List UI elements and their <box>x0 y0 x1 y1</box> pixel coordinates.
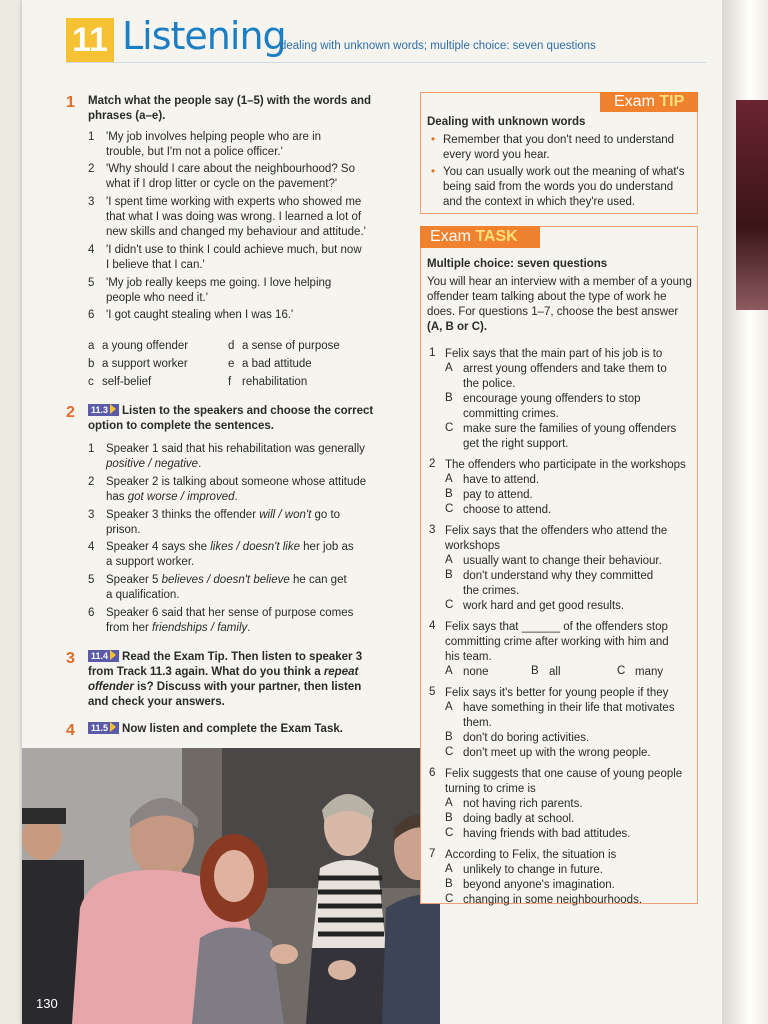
instruction-line: is? Discuss with your partner, then listen <box>133 681 362 693</box>
question-number: 3 <box>429 524 436 536</box>
choice-options: friendships / family <box>152 622 248 634</box>
answer-letter[interactable]: C <box>617 665 626 677</box>
intro-line: You will hear an interview with a member of a young <box>427 276 692 288</box>
answer-line: don't understand why they committed <box>463 570 654 582</box>
answer-text[interactable] <box>463 893 642 908</box>
question-line: committing crime after working with him and <box>445 636 669 648</box>
answer-text[interactable] <box>463 392 641 422</box>
answer-letter[interactable]: C <box>445 893 454 905</box>
question-number: 2 <box>429 458 436 470</box>
question-line: Felix suggests that one cause of young people <box>445 768 683 780</box>
answer-line: work hard and get good results. <box>463 600 625 612</box>
answer-line: doing badly at school. <box>463 813 575 825</box>
intro-line: (A, B or C). <box>427 321 488 333</box>
question-text <box>445 767 682 797</box>
exam-tip-bullet <box>443 165 685 210</box>
item-line: what if I drop litter or cycle on the pavement?' <box>106 178 338 190</box>
answer-line: unlikely to change in future. <box>463 864 604 876</box>
item-line: 'My job involves helping people who are in <box>106 131 322 143</box>
answer-letter[interactable]: B <box>445 392 453 404</box>
instruction-italic: repeat <box>323 666 359 678</box>
exercise-1 <box>66 94 386 124</box>
option-text: rehabilitation <box>242 376 308 388</box>
item-text <box>106 130 321 160</box>
item-number: 5 <box>88 277 95 289</box>
answer-letter[interactable]: C <box>445 827 454 839</box>
option-text: a bad attitude <box>242 358 312 370</box>
question-line: Felix says it's better for young people if they <box>445 687 669 699</box>
header-divider <box>66 62 706 63</box>
answer-line: have something in their life that motivates <box>463 702 675 714</box>
instruction-line: Now listen and complete the Exam Task. <box>122 723 343 735</box>
answer-text[interactable] <box>463 746 651 761</box>
item-text <box>106 308 293 323</box>
item-line: 'I didn't use to think I could achieve much, but now <box>106 244 362 256</box>
question-text <box>445 458 686 473</box>
question-line: Felix says that the main part of his job is to <box>445 348 663 360</box>
answer-letter[interactable]: A <box>445 701 453 713</box>
item-line: Speaker 2 is talking about someone whose attitude <box>106 476 367 488</box>
photo-illustration <box>22 748 440 1024</box>
answer-letter[interactable]: A <box>445 554 453 566</box>
item-line: from her <box>106 622 153 634</box>
answer-line: encourage young offenders to stop <box>463 393 641 405</box>
exam-task-label <box>420 226 540 248</box>
answer-letter[interactable]: C <box>445 599 454 611</box>
item-line: trouble, but I'm not a police officer.' <box>106 146 283 158</box>
answer-line: committing crimes. <box>463 408 559 420</box>
page-title: Listening <box>122 14 286 58</box>
item-number: 1 <box>88 131 95 143</box>
answer-letter[interactable]: B <box>445 488 453 500</box>
choice-options: will / won't <box>259 509 312 521</box>
item-text <box>106 195 366 240</box>
instruction-line: and check your answers. <box>88 696 225 708</box>
exam-tip-bullet <box>443 133 674 163</box>
group-discussion-photo <box>22 748 440 1024</box>
answer-line: having friends with bad attitudes. <box>463 828 631 840</box>
option-text: a young offender <box>102 340 189 352</box>
answer-letter[interactable]: A <box>445 665 453 677</box>
item-line: I believe that I can.' <box>106 259 205 271</box>
label-part: TIP <box>659 93 685 110</box>
label-part: TASK <box>475 228 518 245</box>
answer-letter[interactable]: B <box>531 665 539 677</box>
bullet-line: Remember that you don't need to understand <box>443 134 675 146</box>
answer-text[interactable]: many <box>635 666 664 678</box>
question-number: 4 <box>429 620 436 632</box>
item-line: that what I was doing was wrong. I learned a lot of <box>106 211 362 223</box>
question-number: 7 <box>429 848 436 860</box>
answer-letter[interactable]: C <box>445 422 454 434</box>
item-text <box>106 540 354 570</box>
audio-track-badge[interactable]: 11.5 <box>88 722 119 734</box>
item-text <box>106 475 366 505</box>
exercise-instruction <box>88 404 388 434</box>
exercise-number: 4 <box>66 722 75 739</box>
item-text <box>106 573 347 603</box>
item-line: new skills and changed my behaviour and attitude.' <box>106 226 366 238</box>
answer-text[interactable] <box>463 827 631 842</box>
exercise-number: 1 <box>66 94 75 111</box>
item-line: people who need it.' <box>106 292 208 304</box>
item-number: 5 <box>88 574 95 586</box>
bullet-line: every word you hear. <box>443 149 550 161</box>
item-line: Speaker 1 said that his rehabilitation was generally <box>106 443 365 455</box>
question-line: The offenders who participate in the workshops <box>445 459 686 471</box>
item-number: 6 <box>88 309 95 321</box>
task-question <box>429 458 695 518</box>
answer-line: make sure the families of young offenders <box>463 423 677 435</box>
choice-options: believes / doesn't believe <box>161 574 290 586</box>
option-letter: c <box>88 376 94 388</box>
exercise-instruction: Match what the people say (1–5) with the words and phrases (a–e). <box>88 95 372 122</box>
item-line: 'I spent time working with experts who showed me <box>106 196 362 208</box>
item-number: 3 <box>88 509 95 521</box>
answer-letter[interactable]: A <box>445 362 453 374</box>
exercise-instruction <box>88 722 388 737</box>
option-letter: d <box>228 340 235 352</box>
exam-tip-label <box>600 92 698 112</box>
answer-line: the crimes. <box>463 585 520 597</box>
answer-text[interactable] <box>463 422 676 452</box>
instruction-line: option to complete the sentences. <box>88 420 274 432</box>
audio-track-badge[interactable]: 11.3 <box>88 404 119 416</box>
option-text: self-belief <box>102 376 152 388</box>
question-number: 6 <box>429 767 436 779</box>
question-line: According to Felix, the situation is <box>445 849 617 861</box>
answer-line: choose to attend. <box>463 504 552 516</box>
option-letter: a <box>88 340 95 352</box>
answer-text[interactable]: all <box>549 666 561 678</box>
answer-letter[interactable]: B <box>445 812 453 824</box>
answer-letter[interactable]: A <box>445 473 453 485</box>
instruction-italic: offender <box>88 681 134 693</box>
task-question <box>429 686 695 761</box>
exam-task-heading: Multiple choice: seven questions <box>427 258 608 270</box>
item-text <box>106 276 331 306</box>
answer-line: get the right support. <box>463 438 569 450</box>
answer-text[interactable] <box>463 554 662 569</box>
bullet-line: and the context in which they're used. <box>443 196 636 208</box>
item-line: . <box>198 458 202 470</box>
item-text <box>106 442 365 472</box>
answer-line: don't do boring activities. <box>463 732 590 744</box>
item-number: 3 <box>88 196 95 208</box>
bullet-line: being said from the words you do understand <box>443 181 674 193</box>
item-number: 1 <box>88 443 95 455</box>
answer-line: beyond anyone's imagination. <box>463 879 615 891</box>
exercise-4 <box>66 722 386 740</box>
label-part: Exam <box>614 93 660 110</box>
item-number: 4 <box>88 244 95 256</box>
page-subtitle: dealing with unknown words; multiple choice: seven questions <box>280 40 596 52</box>
option-letter: b <box>88 358 95 370</box>
answer-line: pay to attend. <box>463 489 533 501</box>
item-text <box>106 606 353 636</box>
answer-text[interactable] <box>463 473 539 488</box>
item-line: her job as <box>299 541 354 553</box>
book-spine <box>722 0 768 1024</box>
answer-letter[interactable]: B <box>445 878 453 890</box>
intro-line: offender team talking about the type of work he <box>427 291 667 303</box>
exercise-number: 2 <box>66 404 75 421</box>
exam-task-box <box>420 226 698 904</box>
question-text <box>445 686 668 701</box>
answer-text[interactable] <box>463 863 603 878</box>
answer-line: have to attend. <box>463 474 540 486</box>
bullet-line: You can usually work out the meaning of what's <box>443 166 685 178</box>
question-line: turning to crime is <box>445 783 536 795</box>
question-line: his team. <box>445 651 492 663</box>
answer-text[interactable] <box>463 731 589 746</box>
answer-letter[interactable]: C <box>445 503 454 515</box>
task-question <box>429 524 695 614</box>
question-line: Felix says that the offenders who attend the <box>445 525 668 537</box>
answer-text[interactable] <box>463 701 675 731</box>
exercise-2 <box>66 404 386 436</box>
option-letter: e <box>228 358 235 370</box>
exam-tip-heading: Dealing with unknown words <box>427 116 586 128</box>
item-line: 'I got caught stealing when I was 16.' <box>106 309 294 321</box>
intro-line: does. For questions 1–7, choose the best answer <box>427 306 679 318</box>
item-line: . <box>234 491 238 503</box>
answer-text[interactable] <box>463 503 551 518</box>
item-line: Speaker 3 thinks the offender <box>106 509 260 521</box>
item-number: 2 <box>88 163 95 175</box>
exam-task-intro <box>427 275 695 335</box>
instruction-line: Read the Exam Tip. Then listen to speaker 3 <box>122 651 363 663</box>
answer-line: not having rich parents. <box>463 798 583 810</box>
next-page-edge <box>736 100 768 310</box>
task-question <box>429 767 695 842</box>
answer-letter[interactable]: A <box>445 863 453 875</box>
option-text: a sense of purpose <box>242 340 340 352</box>
item-number: 6 <box>88 607 95 619</box>
item-line: he can get <box>289 574 347 586</box>
item-line: 'Why should I care about the neighbourhood? So <box>106 163 355 175</box>
task-question <box>429 620 695 680</box>
answer-letter[interactable]: C <box>445 746 454 758</box>
option-letter: f <box>228 376 232 388</box>
answer-text[interactable] <box>463 488 533 503</box>
item-line: has <box>106 491 128 503</box>
exercise-number: 3 <box>66 650 75 667</box>
item-text <box>106 243 362 273</box>
answer-letter[interactable]: A <box>445 797 453 809</box>
answer-text[interactable]: none <box>463 666 489 678</box>
exercise-3 <box>66 650 386 712</box>
choice-options: likes / doesn't like <box>210 541 300 553</box>
answer-letter[interactable]: B <box>445 569 453 581</box>
instruction-line: Listen to the speakers and choose the correct <box>122 405 374 417</box>
answer-text[interactable] <box>463 362 667 392</box>
answer-text[interactable] <box>463 812 574 827</box>
item-line: . <box>247 622 251 634</box>
answer-letter[interactable]: B <box>445 731 453 743</box>
item-line: Speaker 4 says she <box>106 541 211 553</box>
page-number: 130 <box>36 996 58 1011</box>
answer-line: don't meet up with the wrong people. <box>463 747 651 759</box>
answer-line: the police. <box>463 378 516 390</box>
question-line: Felix says that ______ of the offenders stop <box>445 621 668 633</box>
item-line: a qualification. <box>106 589 180 601</box>
question-number: 5 <box>429 686 436 698</box>
task-question <box>429 347 695 452</box>
item-line: prison. <box>106 524 141 536</box>
choice-options: positive / negative <box>106 458 199 470</box>
choice-options: got worse / improved <box>127 491 235 503</box>
answer-line: them. <box>463 717 492 729</box>
item-line: Speaker 6 said that her sense of purpose comes <box>106 607 354 619</box>
item-number: 4 <box>88 541 95 553</box>
question-number: 1 <box>429 347 436 359</box>
item-line: go to <box>311 509 341 521</box>
unit-number-badge: 11 <box>66 18 114 62</box>
label-part: Exam <box>430 228 476 245</box>
answer-text[interactable] <box>463 797 583 812</box>
question-text <box>445 347 662 362</box>
exercise-instruction <box>88 650 388 710</box>
instruction-line: from Track 11.3 again. What do you think a <box>88 666 324 678</box>
item-number: 2 <box>88 476 95 488</box>
answer-text[interactable] <box>463 878 615 893</box>
answer-line: changing in some neighbourhoods. <box>463 894 643 906</box>
answer-line: usually want to change their behaviour. <box>463 555 662 567</box>
answer-text[interactable] <box>463 599 624 614</box>
audio-track-badge[interactable]: 11.4 <box>88 650 119 662</box>
item-line: 'My job really keeps me going. I love helping <box>106 277 332 289</box>
item-line: a support worker. <box>106 556 195 568</box>
item-line: Speaker 5 <box>106 574 162 586</box>
task-question <box>429 848 695 908</box>
item-text <box>106 162 355 192</box>
answer-text[interactable] <box>463 569 653 599</box>
question-text <box>445 848 616 863</box>
question-line: workshops <box>445 540 500 552</box>
answer-line: arrest young offenders and take them to <box>463 363 667 375</box>
question-text <box>445 620 669 665</box>
item-text <box>106 508 340 538</box>
question-text <box>445 524 667 554</box>
option-text: a support worker <box>102 358 188 370</box>
